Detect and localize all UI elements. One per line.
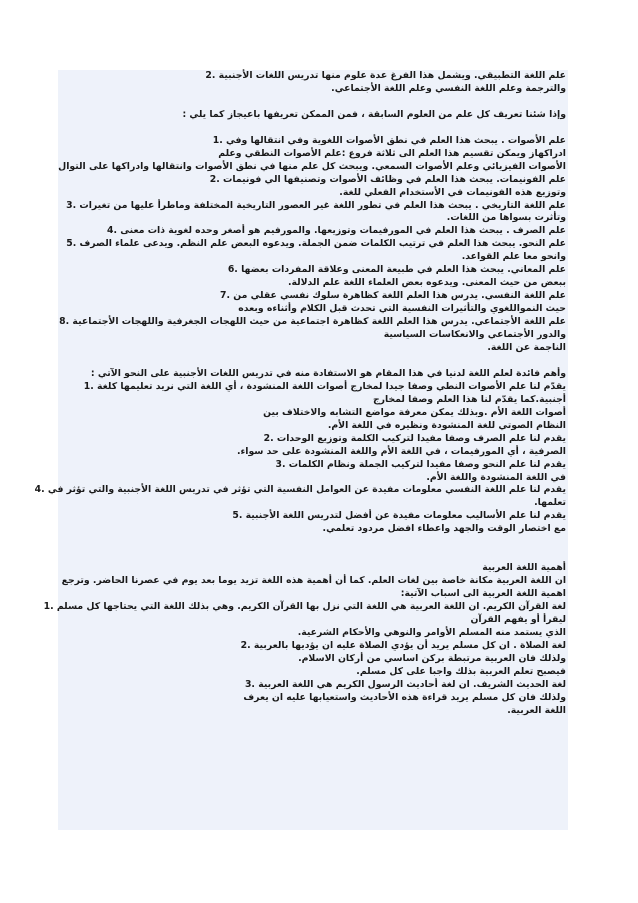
text-line: علم النحو. يبحث هذا العلم في ترتيب الكلمات ضمن الجملة. ويدعوه البعض علم النظم. ويدعى علماء الصرف .5 — [66, 238, 566, 250]
text-line: تعلمها. — [534, 497, 566, 509]
section-branches-list — [58, 135, 568, 355]
text-line: والدور الأجتماعي والانعكاسات السياسية — [383, 329, 566, 341]
text-line: أجنبية.كما يقدّم لنا هذا العلم وصفا لمخارج — [372, 393, 566, 405]
text-line: علم اللغة التاريخي . يبحث هذا العلم في تطور اللغة غير العصور التاريخية المختلفة وماطرأ عليها من تغيرات .3 — [66, 199, 566, 211]
text-line: علم اللغة الأجتماعي. يدرس هذا العلم اللغة كظاهرة اجتماعية من حيث اللهجات الجغرفية واللهجات الأجتماعية .8 — [59, 316, 566, 328]
text-line: علم المعاني. يبحث هذا العلم في طبيعة المعنى وعلاقة المفردات بعضها .6 — [227, 264, 566, 276]
document-page — [34, 70, 568, 830]
text-line: علم اللغة النفسي. يدرس هذا العلم اللغة كظاهرة سلوك نفسي عقلي من .7 — [220, 290, 566, 302]
text-line: ادراكهاز ويمكن تقسيم هذا العلم الى ثلاثة فروع :علم الأصوات النطقي وعلم — [218, 147, 566, 159]
text-line: وتوزيع هذه الفونيمات في الأستخدام الفعلي للغة. — [339, 186, 566, 198]
text-line: لغة الصلاة . ان كل مسلم يريد أن يؤدي الصلاة عليه ان يؤديها بالعربية .2 — [240, 639, 566, 651]
section-definitions-intro — [58, 109, 568, 122]
spacer — [58, 122, 568, 135]
text-line: وأهم فائدة لعلم اللغة لدنيا في هذا المقام هو الاستفادة منه في تدريس اللغات الأجنبية على النحو الآتي : — [90, 367, 566, 379]
text-line: ولذلك فان كل مسلم يريد قراءة هذه الأحاديث واستعيابها عليه ان يعرف — [243, 691, 566, 703]
text-line: ولذلك فان العربية مرتبطة بركن اساسي من أركان الاسلام. — [298, 652, 566, 664]
text-line: يقدم لنا علم اللغة النفسي معلومات مفيدة عن العوامل النفسية التي تؤثر في تدريس اللغة الأجنبية والتي تؤثر في .4 — [34, 484, 566, 496]
text-line: يقدّم لنا علم الأصوات النطي وصفا جيدا لمخارج أصوات اللغة المنشودة ، أي اللغة التي نريد تعليمها كلغة .1 — [83, 380, 566, 392]
text-line: الناجمة عن اللغة. — [487, 341, 566, 353]
text-line: ببعض من حيث المعنى. ويدعوه بعض العلماء اللغة علم الدلالة. — [287, 277, 566, 289]
text-line: مع اختصار الوقت والجهد واعطاء افضل مردود تعلمي. — [322, 523, 566, 535]
text-line: علم اللغة التطبيقي. ويشمل هذا الفرغ عدة علوم منها تدريس اللغات الأجنبية .2 — [205, 70, 566, 81]
spacer — [58, 355, 568, 368]
section-heading: أهمية اللغة العربية — [482, 562, 566, 574]
text-line: فيصبح تعلم العربية بذلك واجبا على كل مسلم. — [356, 665, 566, 677]
spacer — [58, 536, 568, 562]
text-line: لغة الحديث الشريف. ان لغة أحاديث الرسول الكريم هي اللغة العربية .3 — [244, 678, 566, 690]
text-line: في اللغة المنشودة واللغة الأم. — [426, 471, 566, 483]
text-line: حيث النمواللغوي والتأثيرات النفسية التي تحدث قبل الكلام وأثناءه وبعده — [238, 303, 566, 315]
text-line: علم الأصوات . يبحث هذا العلم في نطق الأصوات اللغوية وفي انتقالها وفي .1 — [212, 134, 566, 146]
text-line: اللغة العربية. — [507, 704, 566, 716]
text-line: ان اللغة العربية مكانة خاصة بين لغات العلم. كما أن أهمية هذه اللغة تزيد يوما بعد يوم في عصرنا الحاضر. وترجع — [61, 575, 566, 587]
text-line: اهمية اللغة العربية الى اسباب الآتية: — [400, 588, 566, 600]
text-line: الذي يستمد منه المسلم الأوامر والنوهي والأحكام الشرعية. — [297, 626, 566, 638]
text-line: ليقرأ أو يفهم القرآن — [470, 613, 566, 625]
spacer — [58, 96, 568, 109]
text-line: النظام الصوتي للغة المنشودة ونظيره في اللغة الأم. — [327, 419, 566, 431]
text-line: يقدم لنا علم النحو وصفا مفيدا لتركيب الجملة ونظام الكلمات .3 — [275, 458, 566, 470]
text-line: علم الصرف . يبحث هذا العلم في المورفيمات وتوزيعها. والمورفيم هو أصغر وحده لغوية ذات معنى .4 — [107, 225, 566, 237]
text-line: أصوات اللغة الأم .وبذلك يمكن معرفة مواضع التشابه والاختلاف بين — [263, 406, 566, 418]
text-line: علم الفونيمات. يبحث هذا العلم في وظائف الأصوات وتصنيفها الي فونيمات .2 — [209, 173, 566, 185]
text-line: والترجمة وعلم اللغة النفسي وعلم اللغة الأجتماعي. — [331, 82, 566, 94]
text-line: وتأثرت بسواها من اللغات. — [446, 212, 566, 224]
text-line: الصرفية ، أي المورفيمات ، في اللغة الأم واللغة المنشودة على حد سواء. — [236, 445, 566, 457]
text-line: وانحو معا علم القواعد. — [461, 251, 566, 263]
section-benefits-list — [34, 367, 568, 536]
section-arabic-importance — [43, 562, 568, 717]
text-line: الأصوات الفيزيائي وعلم الأصوات السمعي. ويبحث كل علم منها في نطق الأصوات وانتقالها وادراكها على التوال — [58, 160, 566, 172]
section-applied-linguistics — [58, 70, 568, 96]
text-line: وإذا شئنا تعريف كل علم من العلوم السابقة ، فمن الممكن تعريفها باعيجاز كما يلي : — [182, 108, 566, 120]
text-line: يقدم لنا علم الأساليب معلومات مفيدة عن أفضل لتدريس اللغة الأجنبية .5 — [232, 510, 566, 522]
text-line: يقدم لنا علم الصرف وصفا مفيدا لتركيب الكلمة وتوزيع الوحدات .2 — [263, 432, 566, 444]
text-line: لغة القرآن الكريم. ان اللغة العربية هي اللغة التي نزل بها القرآن الكريم. وهي بذلك اللغة التي يحتاجها كل مسلم .1 — [43, 601, 566, 613]
